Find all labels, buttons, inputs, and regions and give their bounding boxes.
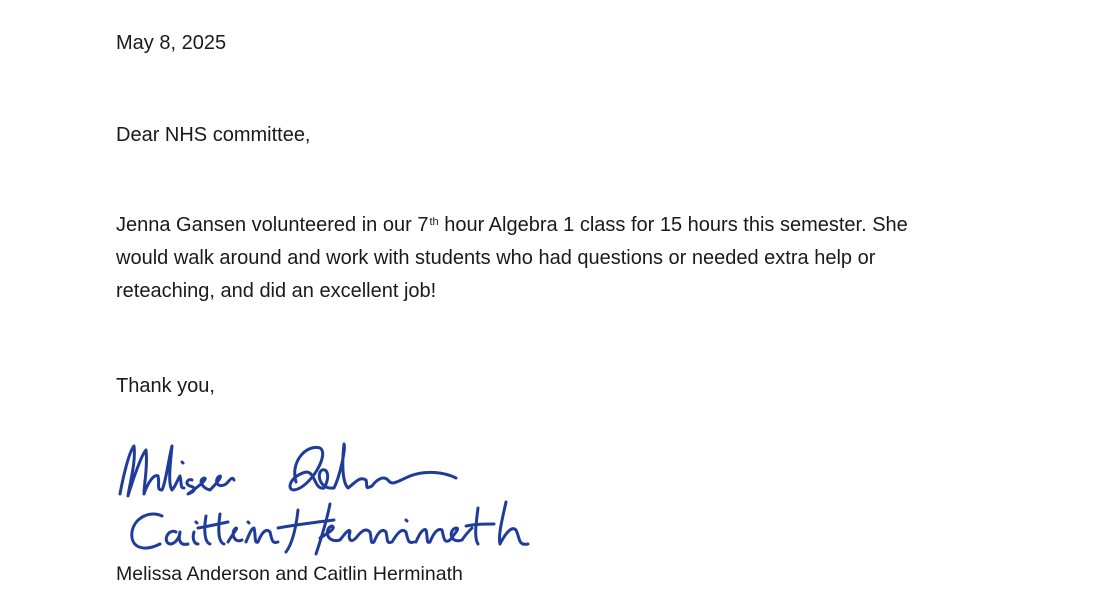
handwritten-signatures [110, 432, 530, 562]
ordinal-suffix: th [429, 216, 439, 228]
body-line-2: would walk around and work with students who had questions or needed extra help or [116, 247, 876, 269]
body-line-1-start: Jenna Gansen volunteered in our 7 [116, 214, 429, 236]
body-line-1-end: hour Algebra 1 class for 15 hours this semester. She [438, 214, 908, 236]
closing: Thank you, [116, 375, 215, 397]
body-paragraph [116, 209, 1016, 308]
body-line-3: reteaching, and did an excellent job! [116, 280, 437, 302]
signers-printed-names: Melissa Anderson and Caitlin Herminath [116, 563, 463, 585]
letter-date: May 8, 2025 [116, 32, 227, 54]
body-line-1 [116, 209, 1016, 242]
signature-melissa-anderson [120, 444, 456, 496]
salutation: Dear NHS committee, [116, 124, 311, 146]
signature-caitlin-herminath [132, 502, 528, 554]
